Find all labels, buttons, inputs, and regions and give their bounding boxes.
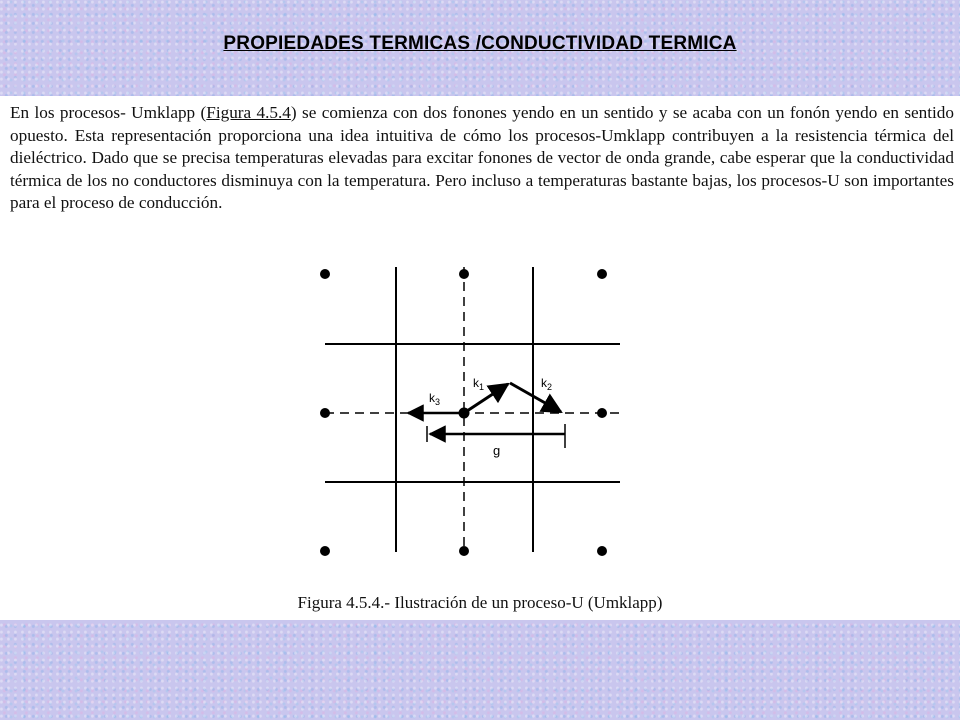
lattice-point [320, 269, 330, 279]
figure-caption-text: Figura 4.5.4.- Ilustración de un proceso-U (Umklapp) [297, 593, 663, 612]
body-paragraph [10, 102, 954, 215]
figure-caption [0, 593, 960, 613]
slide-title: PROPIEDADES TERMICAS /CONDUCTIVIDAD TERMICA [223, 33, 737, 54]
k1-label: $k_1$ [473, 376, 485, 392]
lattice-point [320, 546, 330, 556]
k3-label: $k_3$ [429, 391, 441, 407]
figure-reference-link[interactable]: Figura 4.5.4 [206, 103, 291, 122]
g-label: g [493, 443, 501, 458]
lattice-point [459, 546, 469, 556]
vector-k1-arrow [464, 384, 508, 413]
lattice-point [597, 269, 607, 279]
lattice-point [597, 408, 607, 418]
lattice-point [459, 269, 469, 279]
lattice-point [320, 408, 330, 418]
vector-k2-arrow [510, 383, 561, 412]
content-panel [0, 96, 960, 620]
k2-label: $k_2$ [541, 376, 553, 392]
umklapp-diagram [300, 262, 630, 562]
paragraph-start: En los procesos- Umklapp ( [10, 103, 207, 122]
paragraph-rest: ) se comienza con dos fonones yendo en un sentido y se acaba con un fonón yendo en sentido opuesto. Esta representación proporciona una idea intuitiva de cómo los procesos-Umklapp contribuyen a la resistencia térmica del dieléctrico. Dado que se precisa temperaturas elevadas para excitar fonones de vector de onda grande, cabe esperar que la conductividad térmica de los no conductores disminuya con la temperatura. Pero incluso a temperaturas bastante bajas, los procesos-U son importantes para el proceso de conducción. [10, 103, 954, 213]
lattice-point [597, 546, 607, 556]
